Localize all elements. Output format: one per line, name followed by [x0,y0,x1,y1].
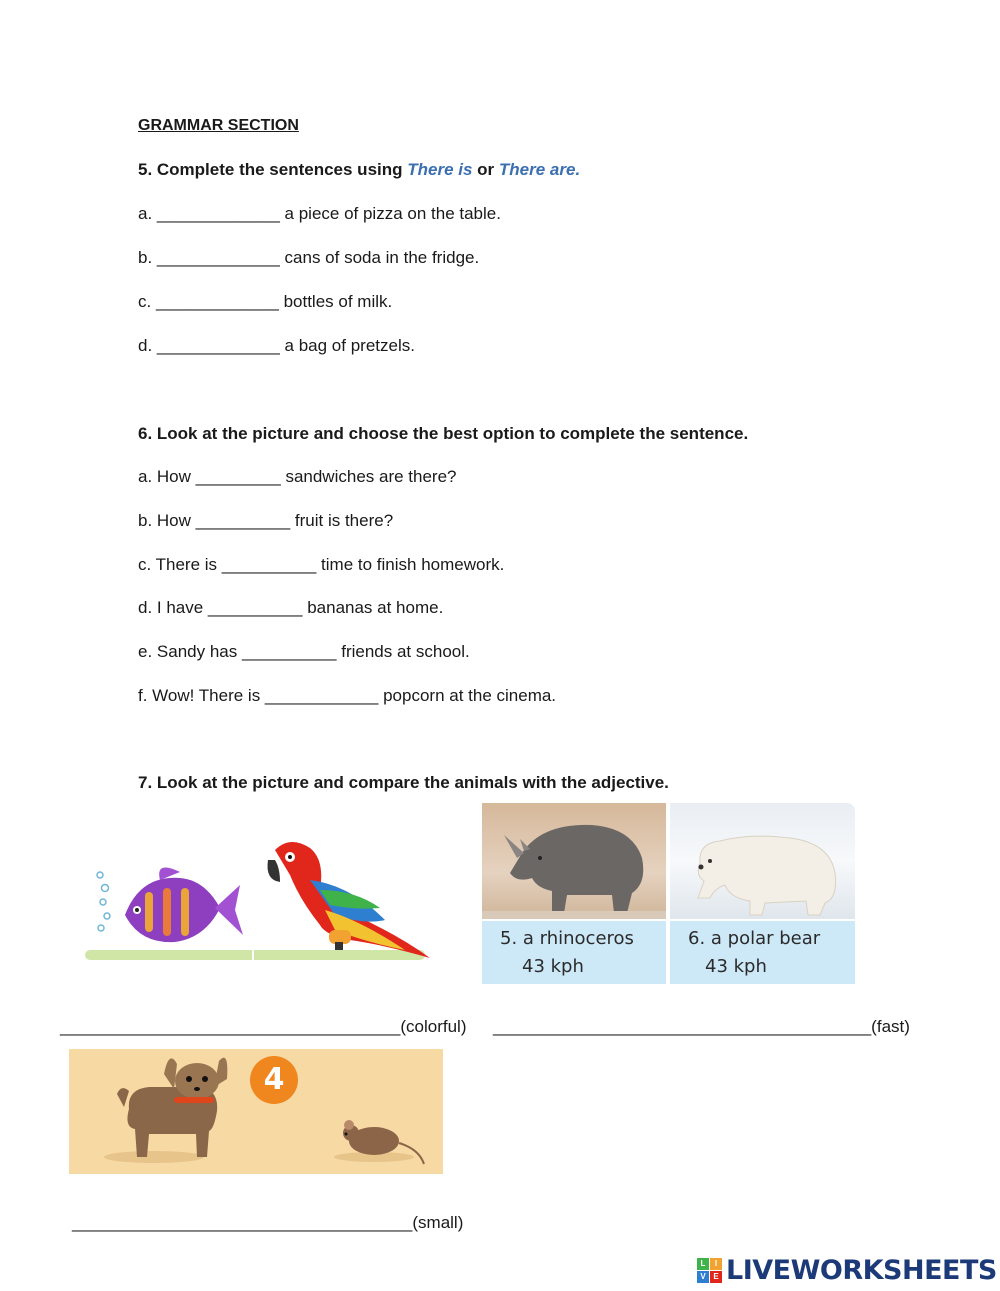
q5-suffix: . [575,160,581,179]
fish [125,868,243,943]
q7-title: 7. Look at the picture and compare the animals with the adjective. [138,773,669,792]
q5-prefix: 5. Complete the sentences using [138,160,408,179]
section-heading: GRAMMAR SECTION [138,117,299,134]
q5-title [138,160,580,180]
q5-item-a[interactable]: a. _____________ a piece of pizza on the table. [138,204,501,223]
logo-blocks [697,1258,722,1283]
q5-item-b[interactable]: b. _____________ cans of soda in the fridge. [138,248,480,267]
q5-option-there-is: There is [407,160,473,179]
q6-item-e[interactable]: e. Sandy has __________ friends at school. [138,642,470,661]
rhino-speed: 43 kph [522,956,584,977]
liveworksheets-logo [697,1255,997,1285]
q6-item-a[interactable]: a. How _________ sandwiches are there? [138,467,457,486]
number-badge: 4 [250,1056,298,1104]
answer-colorful[interactable]: ____________________________________(colorful) [60,1017,467,1036]
answer-fast[interactable]: ________________________________________(fast) [493,1017,910,1036]
rhino-caption [482,921,666,984]
rhino-name: 5. a rhinoceros [500,928,634,949]
dog-mouse-picture [69,1049,443,1174]
rhino-bear-picture [482,803,855,984]
q6-item-f[interactable]: f. Wow! There is ____________ popcorn at the cinema. [138,686,557,705]
parrot [268,842,431,958]
bear-caption [670,921,855,984]
q5-middle: or [472,160,499,179]
q6-item-d[interactable]: d. I have __________ bananas at home. [138,598,444,617]
q6-item-c[interactable]: c. There is __________ time to finish homework. [138,555,505,574]
polar-bear-photo [670,803,855,919]
q5-option-there-are: There are [498,160,576,179]
q5-item-c[interactable]: c. _____________ bottles of milk. [138,292,393,311]
logo-block-e: E [710,1271,722,1283]
logo-block-l: L [697,1258,709,1270]
answer-small[interactable]: ____________________________________(small) [72,1213,464,1232]
rhino-photo [482,803,666,919]
logo-word: LIVEWORKSHEETS [726,1254,997,1286]
bear-name: 6. a polar bear [688,928,821,949]
q5-item-d[interactable]: d. _____________ a bag of pretzels. [138,336,415,355]
bear-speed: 43 kph [705,956,767,977]
bubbles [97,872,110,931]
fish-parrot-picture [85,830,435,965]
q6-item-b[interactable]: b. How __________ fruit is there? [138,511,394,530]
logo-block-i: I [710,1258,722,1270]
dog [117,1058,227,1157]
logo-block-v: V [697,1271,709,1283]
q6-title: 6. Look at the picture and choose the best option to complete the sentence. [138,424,749,443]
